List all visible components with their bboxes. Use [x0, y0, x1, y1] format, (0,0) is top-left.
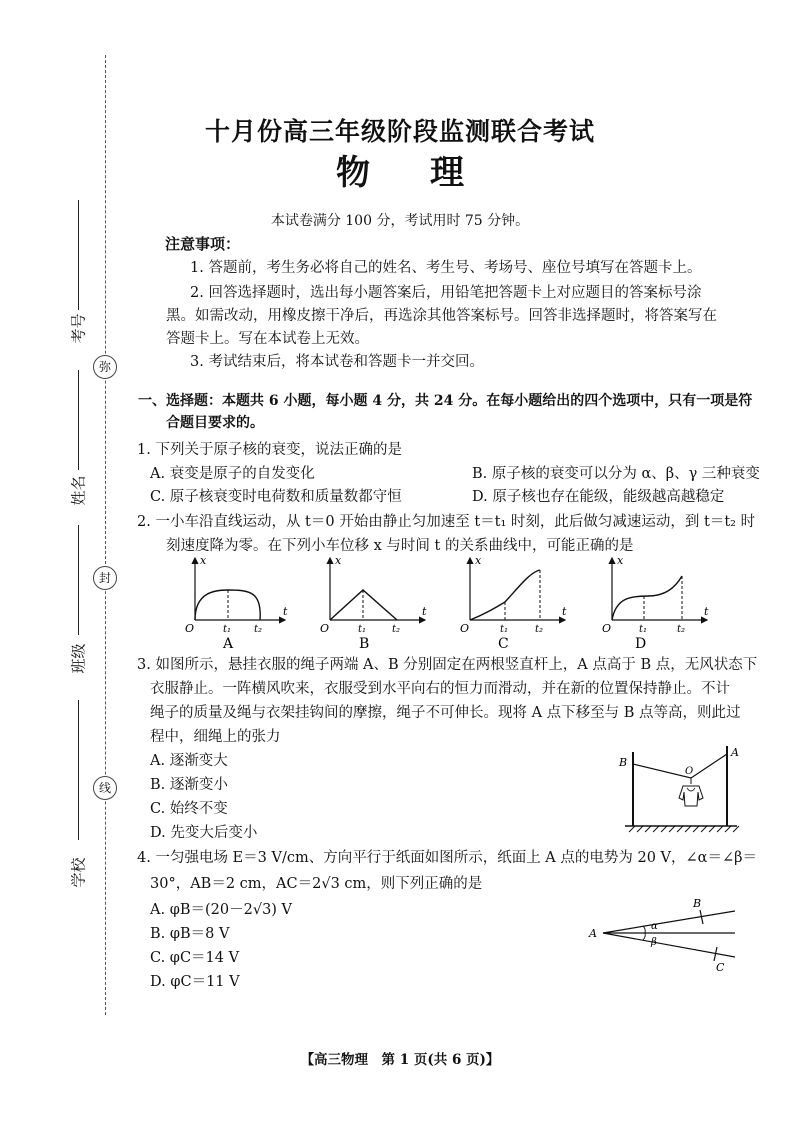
graph-a — [185, 554, 288, 652]
graph-c-t1: t₁ — [500, 624, 509, 635]
q3-stem: 3. 如图所示，悬挂衣服的绳子两端 A、B 分别固定在两根竖直杆上，A 点高于 B 点，无风状态下 — [137, 657, 758, 673]
exam-info: 本试卷满分 100 分，考试用时 75 分钟。 — [270, 213, 530, 229]
graph-c-origin: O — [460, 622, 470, 635]
q1-option-b: B. 原子核的衰变可以分为 α、β、γ 三种衰变 — [472, 466, 760, 482]
q3-point-b: B — [619, 756, 628, 769]
q4-angle-alpha: α — [651, 921, 658, 932]
graph-a-t2: t₂ — [254, 624, 263, 635]
q3-option-c: C. 始终不变 — [150, 801, 228, 817]
graph-c-option: C — [498, 636, 509, 652]
q3-point-a: A — [731, 746, 739, 759]
notice-heading: 注意事项： — [165, 235, 241, 253]
q4-point-a: A — [589, 927, 597, 940]
q4-point-b: B — [693, 897, 702, 910]
q3-option-d: D. 先变大后变小 — [150, 825, 258, 841]
page-footer: 【高三物理 第 1 页(共 6 页)】 — [300, 1052, 500, 1068]
q4-angle-beta: β — [651, 937, 657, 948]
graph-b — [320, 554, 427, 652]
graph-a-x-label: x — [200, 554, 207, 567]
graph-c — [460, 554, 567, 652]
graph-b-t-label: t — [422, 605, 427, 618]
graph-c-t2: t₂ — [535, 624, 544, 635]
graph-b-origin: O — [320, 622, 330, 635]
q1-option-d: D. 原子核也存在能级，能级越高越稳定 — [472, 489, 725, 505]
q1-option-c: C. 原子核衰变时电荷数和质量数都守恒 — [150, 489, 402, 505]
graph-d-t1: t₁ — [639, 624, 648, 635]
sidebar-label-class: 班级 — [69, 643, 88, 674]
q3-stem-cont: 程中，细绳上的张力 — [150, 729, 281, 745]
q4-option-d: D. φC＝11 V — [150, 974, 240, 990]
q3-stem-cont: 绳子的质量及绳与衣架挂钩间的摩擦，绳子不可伸长。现将 A 点下移至与 B 点等高，则此过 — [150, 705, 741, 721]
exam-title: 十月份高三年级阶段监测联合考试 — [204, 117, 595, 146]
q4-option-a: A. φB＝(20－2√3) V — [150, 902, 293, 918]
graph-d-x-label: x — [617, 554, 624, 567]
q3-option-a: A. 逐渐变大 — [150, 753, 228, 769]
notice-item: 答题卡上。写在本试卷上无效。 — [166, 331, 369, 347]
graph-b-x-label: x — [335, 554, 342, 567]
binding-dashed-line — [105, 55, 106, 1015]
graph-c-x-label: x — [475, 554, 482, 567]
graph-a-origin: O — [185, 622, 195, 635]
q3-point-o: O — [685, 766, 694, 777]
graph-b-t2: t₂ — [392, 624, 401, 635]
notice-item: 1. 答题前，考生务必将自己的姓名、考生号、考场号、座位号填写在答题卡上。 — [190, 260, 702, 276]
graph-d-t2: t₂ — [677, 624, 686, 635]
graph-a-t-label: t — [283, 605, 288, 618]
school-blank — [78, 700, 79, 840]
q1-option-a: A. 衰变是原子的自发变化 — [150, 466, 315, 482]
q4-stem-cont: 30°，AB＝2 cm，AC＝2√3 cm，则下列正确的是 — [150, 876, 483, 892]
sidebar-label-school: 学校 — [69, 857, 88, 888]
q3-option-b: B. 逐渐变小 — [150, 777, 228, 793]
notice-item: 2. 回答选择题时，选出每小题答案后，用铅笔把答题卡上对应题目的答案标号涂 — [190, 285, 702, 301]
q4-option-c: C. φC＝14 V — [150, 950, 240, 966]
notice-item: 3. 考试结束后，将本试卷和答题卡一并交回。 — [190, 354, 484, 370]
graph-d-t-label: t — [704, 605, 709, 618]
sidebar-label-name: 姓名 — [69, 475, 88, 506]
q4-field-figure — [585, 895, 745, 975]
q3-stem-cont: 衣服静止。一阵横风吹来，衣服受到水平向右的恒力而滑动，并在新的位置保持静止。不计 — [150, 681, 730, 697]
section-heading-cont: 合题目要求的。 — [166, 415, 264, 431]
graph-b-option: B — [359, 636, 370, 652]
graph-d-option: D — [635, 636, 647, 652]
q2-graphs — [170, 552, 750, 652]
graph-d-origin: O — [602, 622, 612, 635]
class-blank — [78, 525, 79, 635]
q1-stem: 1. 下列关于原子核的衰变，说法正确的是 — [137, 442, 402, 458]
q4-point-c: C — [716, 961, 725, 974]
name-blank — [78, 370, 79, 470]
seal-xian: 线 — [93, 776, 117, 800]
graph-a-t1: t₁ — [223, 624, 232, 635]
seal-mi: 弥 — [93, 355, 117, 379]
notice-item: 黑。如需改动，用橡皮擦干净后，再选涂其他答案标号。回答非选择题时，将答案写在 — [166, 308, 717, 324]
clothes-icon — [679, 778, 703, 806]
subject-title: 物理 — [336, 153, 524, 193]
q4-option-b: B. φB＝8 V — [150, 926, 230, 942]
graph-d — [602, 554, 709, 652]
seal-feng: 封 — [93, 566, 117, 590]
graph-c-t-label: t — [562, 605, 567, 618]
sidebar-label-exam-number: 考号 — [69, 313, 88, 344]
q2-stem: 2. 一小车沿直线运动，从 t＝0 开始由静止匀加速至 t＝t₁ 时刻，此后做匀减速运动，到 t＝t₂ 时 — [137, 514, 756, 530]
q2-stem-cont: 刻速度降为零。在下列小车位移 x 与时间 t 的关系曲线中，可能正确的是 — [166, 538, 634, 554]
q3-clothesline-figure — [615, 742, 745, 837]
q4-stem: 4. 一匀强电场 E＝3 V/cm、方向平行于纸面如图所示，纸面上 A 点的电势为 20 V，∠α＝∠β＝ — [137, 850, 757, 866]
graph-b-t1: t₁ — [358, 624, 367, 635]
section-heading: 一、选择题：本题共 6 小题，每小题 4 分，共 24 分。在每小题给出的四个选项中，只有一项是符 — [138, 393, 753, 409]
graph-a-option: A — [223, 636, 234, 652]
